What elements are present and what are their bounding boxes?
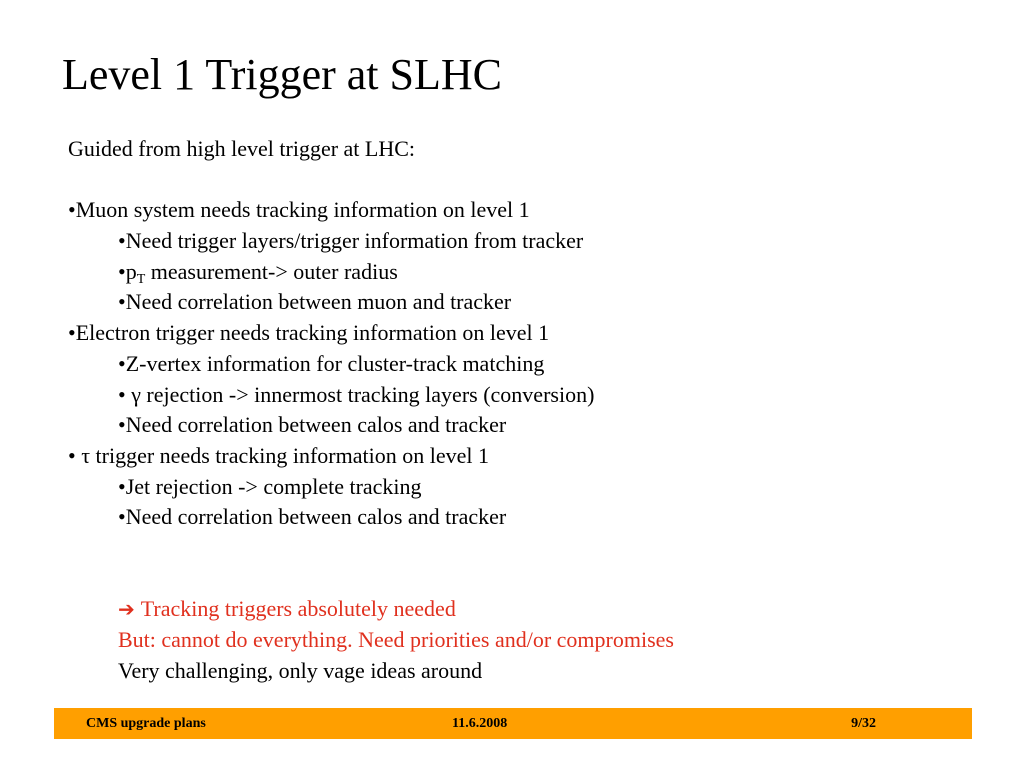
footer-page-number: 9/32 [851,716,876,731]
slide-body [68,134,988,686]
muon-item-pt-measurement [68,257,988,288]
conclusion-needed [68,594,988,625]
electron-heading: •Electron trigger needs tracking information on level 1 [68,320,550,346]
muon-item-trigger-layers: •Need trigger layers/trigger information from tracker [118,228,584,254]
arrow-right-icon: ➔ [118,597,135,622]
spacer [68,165,988,196]
tau-item-correlation: •Need correlation between calos and tracker [118,504,507,530]
conclusion-needed-text: Tracking triggers absolutely needed [140,596,456,622]
spacer [68,533,988,564]
conclusion-priorities: But: cannot do everything. Need priorities and/or compromises [118,627,674,652]
spacer [68,564,988,595]
tau-heading: • τ trigger needs tracking information on level 1 [68,442,489,468]
conclusion-challenging: Very challenging, only vage ideas around [118,657,483,683]
pt-subscript: T [136,271,146,287]
electron-item-correlation: •Need correlation between calos and tracker [118,412,507,438]
slide-title: Level 1 Trigger at SLHC [62,50,502,99]
footer-title: CMS upgrade plans [86,716,206,731]
pt-prefix: •p [118,258,137,284]
muon-item-correlation: •Need correlation between muon and tracker [118,289,512,315]
muon-heading: •Muon system needs tracking information on level 1 [68,197,530,223]
electron-item-z-vertex: •Z-vertex information for cluster-track matching [118,350,545,376]
footer-bar [54,708,972,739]
tau-item-jet-rejection: •Jet rejection -> complete tracking [118,473,422,499]
pt-suffix: measurement-> outer radius [145,258,398,284]
intro-text: Guided from high level trigger at LHC: [68,136,416,161]
footer-date: 11.6.2008 [452,716,508,731]
electron-item-gamma-rejection: • γ rejection -> innermost tracking layers (conversion) [118,381,595,407]
